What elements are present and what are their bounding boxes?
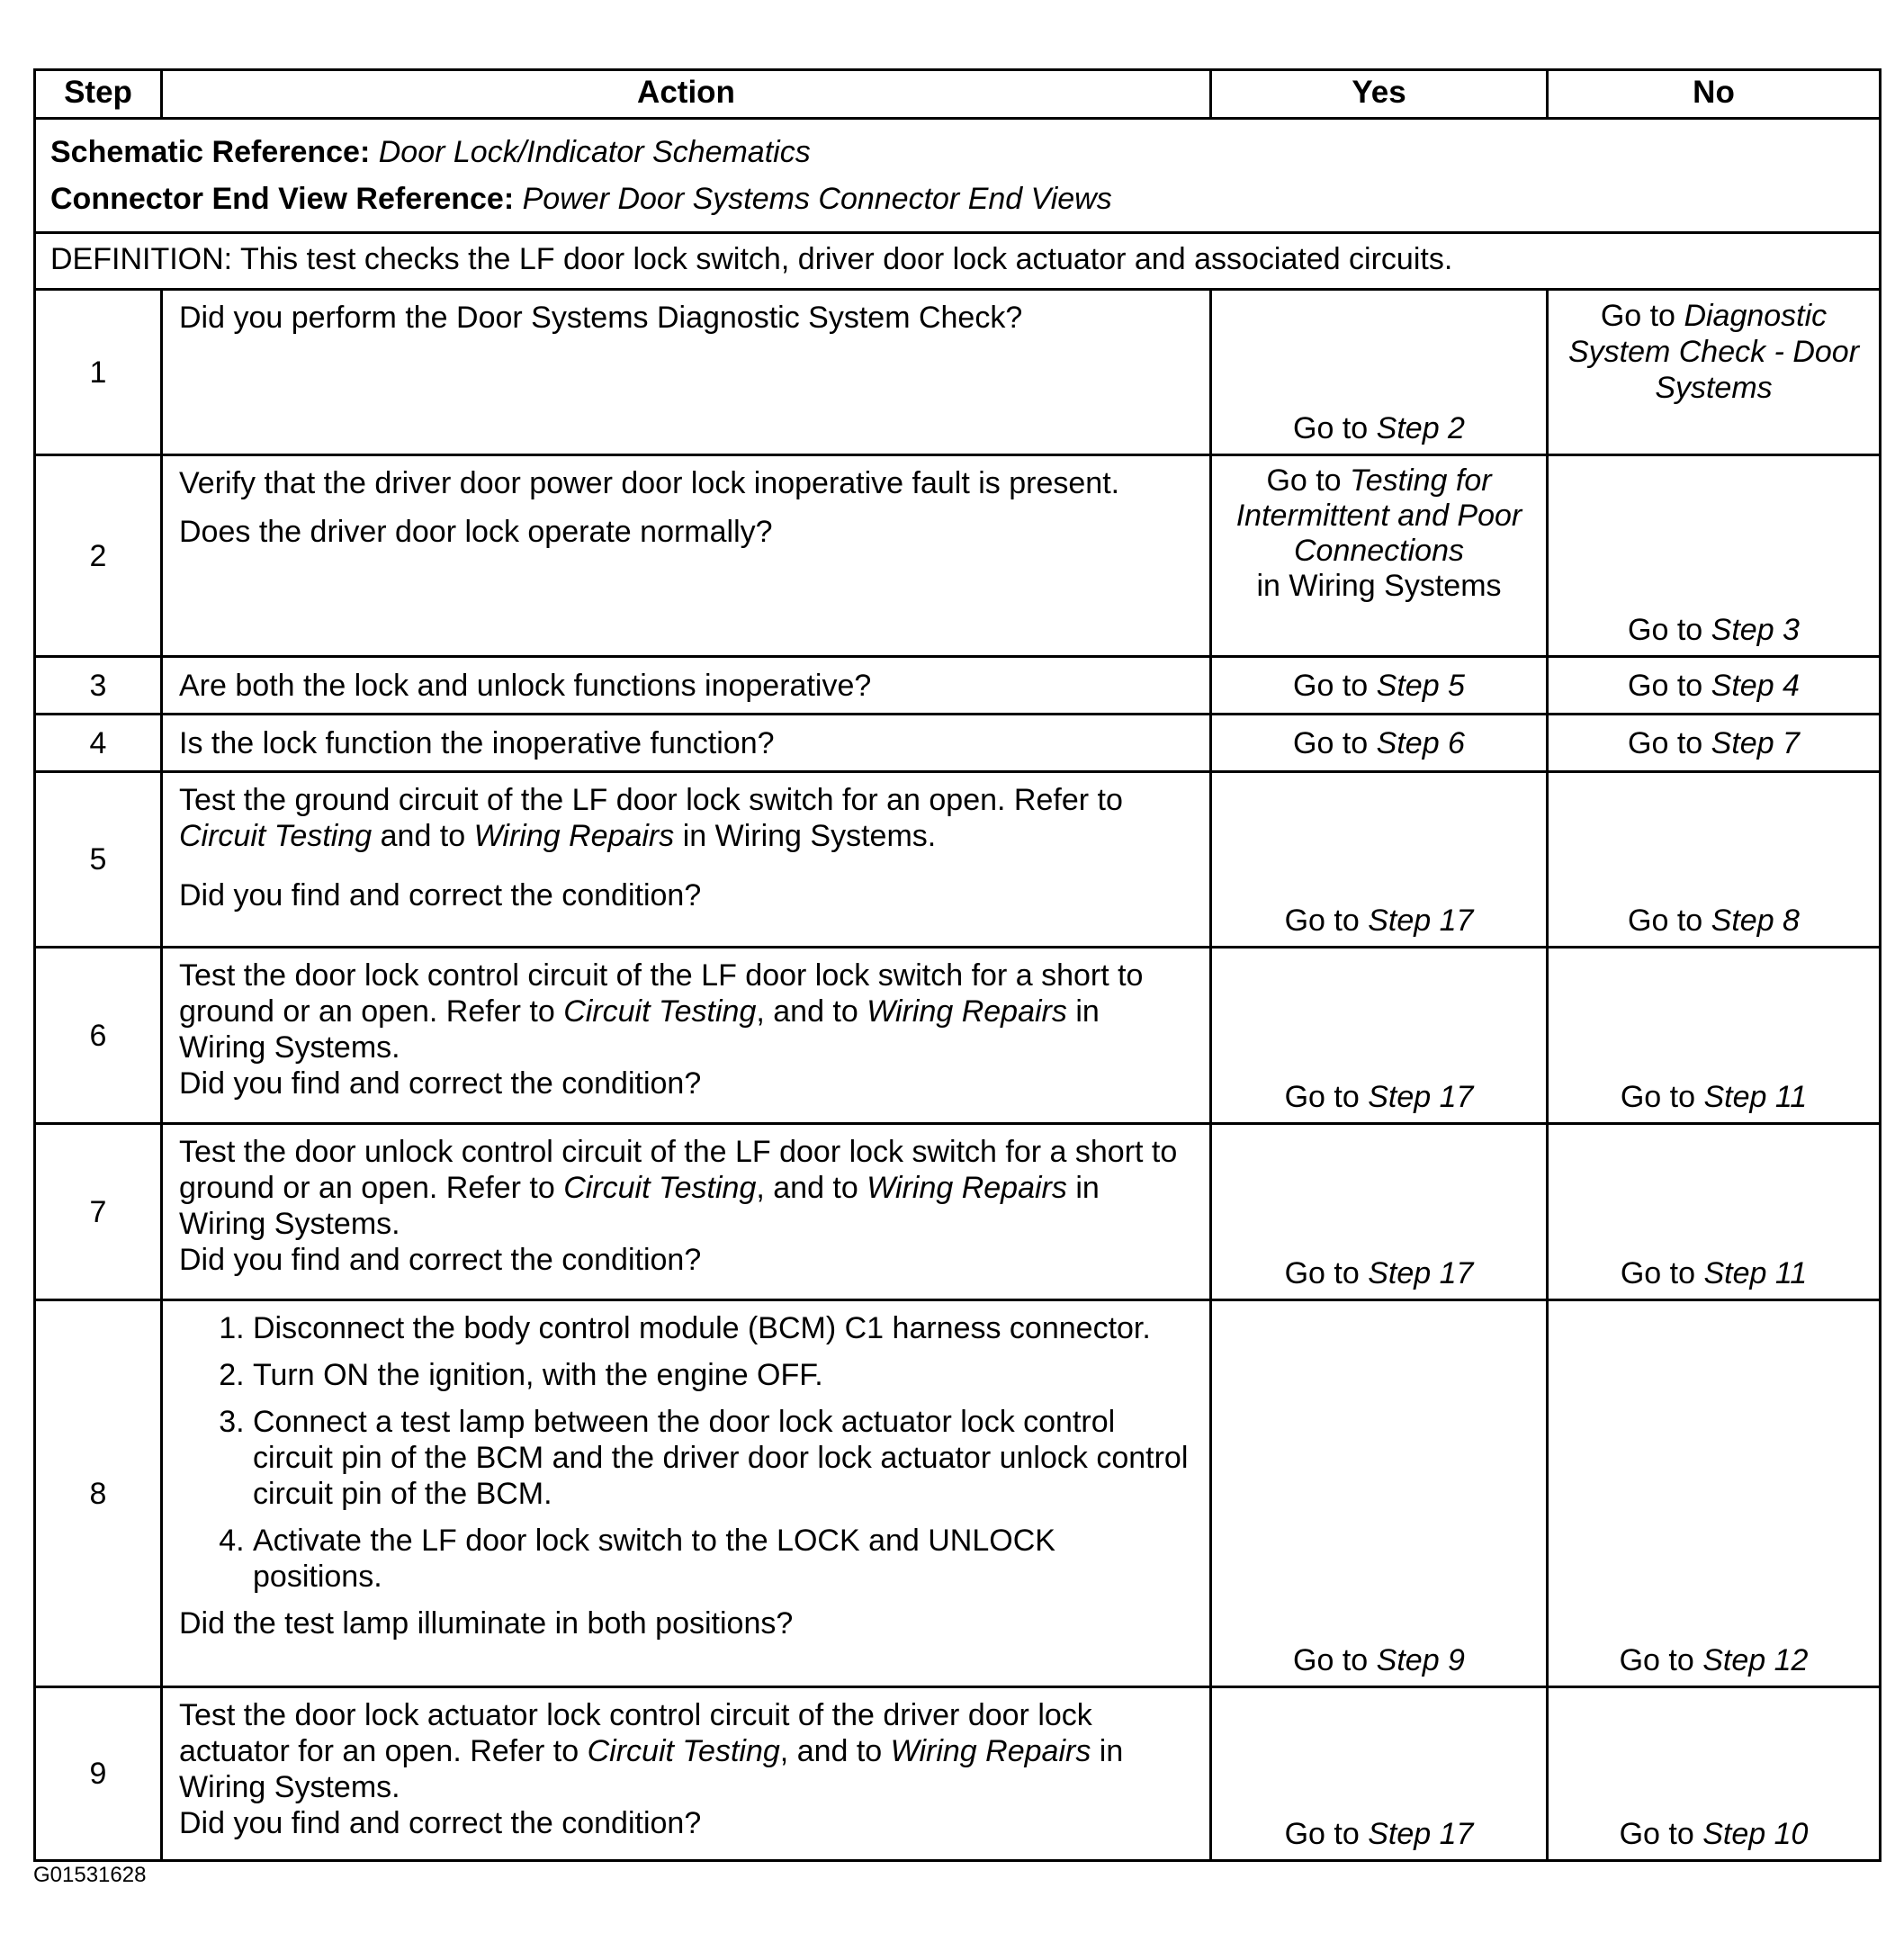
no-link[interactable]: Step 11	[1703, 1080, 1808, 1114]
step-question: Did you find and correct the condition?	[179, 878, 702, 913]
yes-link[interactable]: Step 17	[1368, 904, 1474, 938]
step-number: 1	[35, 290, 162, 455]
circuit-testing-link[interactable]: Circuit Testing	[563, 994, 757, 1029]
no-link[interactable]: Diagnostic System Check - Door Systems	[1567, 299, 1860, 405]
list-item: 4. Activate the LF door lock switch to the LOCK and UNLOCK positions.	[253, 1523, 1193, 1595]
step-question: Did you find and correct the condition?	[179, 1243, 702, 1277]
step-question: Did you find and correct the condition?	[179, 1066, 702, 1101]
no-link[interactable]: Step 4	[1711, 668, 1800, 703]
step-number: 9	[35, 1687, 162, 1861]
header-no: No	[1548, 70, 1881, 119]
table-row: 5 Test the ground circuit of the LF door lock switch for an open. Refer to Circuit Testing and to Wiring Repairs in Wiring Systems. Did you find and correct the condition? Go to Step 17 Go to Step 8	[35, 772, 1881, 948]
step-action: Test the ground circuit of the LF door lock switch for an open. Refer to Circuit Testing and to Wiring Repairs in Wiring Systems.	[179, 783, 1123, 853]
connector-link[interactable]: Power Door Systems Connector End Views	[522, 182, 1112, 216]
step-number: 5	[35, 772, 162, 948]
table-row: 8 1. Disconnect the body control module (BCM) C1 harness connector. 2. Turn ON the ignition, with the engine OFF. 3. Connect a test lamp between the door lock actuator lock control circuit pin of the BCM and the driver door lock actuator unlock control circuit pin of the BCM. 4. Activate the LF door lock switch to the LOCK and UNLOCK positions. Did the test lamp illuminate in both positions? Go to Step 9 Go to Step 12	[35, 1300, 1881, 1687]
yes-link[interactable]: Step 2	[1376, 411, 1465, 445]
step-question: Does the driver door lock operate normally?	[179, 515, 773, 549]
yes-link[interactable]: Step 17	[1368, 1817, 1474, 1851]
no-link[interactable]: Step 12	[1702, 1643, 1809, 1677]
step-number: 8	[35, 1300, 162, 1687]
no-link[interactable]: Step 3	[1711, 613, 1800, 647]
step-action: Test the door unlock control circuit of the LF door lock switch for a short to ground or an open. Refer to Circuit Testing, and to Wiring Repairs in Wiring Systems.	[179, 1135, 1178, 1241]
header-yes: Yes	[1211, 70, 1548, 119]
table-row: 1 Did you perform the Door Systems Diagnostic System Check? Go to Step 2 Go to Diagnostic System Check - Door Systems	[35, 290, 1881, 455]
step-question: Are both the lock and unlock functions inoperative?	[179, 668, 872, 703]
table-row: 7 Test the door unlock control circuit of the LF door lock switch for a short to ground or an open. Refer to Circuit Testing, and to Wiring Repairs in Wiring Systems. Did you find and correct the condition? Go to Step 17 Go to Step 11	[35, 1124, 1881, 1300]
wiring-repairs-link[interactable]: Wiring Repairs	[867, 994, 1067, 1029]
diagnostic-table	[33, 68, 1882, 1862]
no-link[interactable]: Step 10	[1702, 1817, 1809, 1851]
yes-link[interactable]: Step 17	[1368, 1256, 1474, 1290]
no-link[interactable]: Step 11	[1703, 1256, 1808, 1290]
step-number: 6	[35, 948, 162, 1124]
table-row: 4 Is the lock function the inoperative function? Go to Step 6 Go to Step 7	[35, 715, 1881, 772]
table-row: 2 Verify that the driver door power door lock inoperative fault is present. Does the driver door lock operate normally? Go to Testing for Intermittent and Poor Connections in Wiring Systems Go to Step 3	[35, 455, 1881, 657]
step-question: Did the test lamp illuminate in both positions?	[179, 1606, 794, 1641]
table-row: 3 Are both the lock and unlock functions inoperative? Go to Step 5 Go to Step 4	[35, 657, 1881, 715]
yes-link[interactable]: Step 6	[1376, 725, 1465, 760]
table-row: 9 Test the door lock actuator lock control circuit of the driver door lock actuator for an open. Refer to Circuit Testing, and to Wiring Repairs in Wiring Systems. Did you find and correct the condition? Go to Step 17 Go to Step 10	[35, 1687, 1881, 1861]
step-action: Verify that the driver door power door lock inoperative fault is present.	[179, 466, 1120, 500]
step-number: 4	[35, 715, 162, 772]
yes-link[interactable]: Testing for Intermittent and Poor Connections	[1235, 463, 1522, 568]
header-row	[35, 70, 1881, 119]
definition-text: DEFINITION: This test checks the LF door lock switch, driver door lock actuator and associated circuits.	[35, 233, 1881, 290]
reference-row	[35, 119, 1881, 233]
circuit-testing-link[interactable]: Circuit Testing	[179, 819, 373, 853]
step-number: 3	[35, 657, 162, 715]
connector-label: Connector End View Reference:	[50, 182, 515, 216]
step-question: Is the lock function the inoperative function?	[179, 725, 775, 760]
header-step: Step	[35, 70, 162, 119]
yes-link[interactable]: Step 17	[1368, 1080, 1474, 1114]
header-action: Action	[162, 70, 1211, 119]
list-item: 1. Disconnect the body control module (BCM) C1 harness connector.	[253, 1310, 1193, 1346]
definition-row	[35, 233, 1881, 290]
circuit-testing-link[interactable]: Circuit Testing	[587, 1734, 780, 1768]
list-item: 3. Connect a test lamp between the door lock actuator lock control circuit pin of the BCM and the driver door lock actuator unlock control circuit pin of the BCM.	[253, 1404, 1193, 1512]
step-number: 7	[35, 1124, 162, 1300]
table-row: 6 Test the door lock control circuit of the LF door lock switch for a short to ground or an open. Refer to Circuit Testing, and to Wiring Repairs in Wiring Systems. Did you find and correct the condition? Go to Step 17 Go to Step 11	[35, 948, 1881, 1124]
step-question: Did you find and correct the condition?	[179, 1806, 702, 1840]
schematic-label: Schematic Reference:	[50, 135, 371, 169]
no-link[interactable]: Step 7	[1711, 725, 1800, 760]
figure-id: G01531628	[33, 1863, 147, 1887]
yes-link[interactable]: Step 9	[1376, 1643, 1465, 1677]
step-number: 2	[35, 455, 162, 657]
yes-link[interactable]: Step 5	[1376, 668, 1465, 703]
wiring-repairs-link[interactable]: Wiring Repairs	[890, 1734, 1091, 1768]
step-action: Test the door lock actuator lock control circuit of the driver door lock actuator for an open. Refer to Circuit Testing, and to Wiring Repairs in Wiring Systems.	[179, 1698, 1124, 1804]
list-item: 2. Turn ON the ignition, with the engine OFF.	[253, 1357, 1193, 1393]
step-question: Did you perform the Door Systems Diagnostic System Check?	[179, 301, 1023, 335]
wiring-repairs-link[interactable]: Wiring Repairs	[473, 819, 675, 853]
schematic-link[interactable]: Door Lock/Indicator Schematics	[378, 135, 811, 169]
wiring-repairs-link[interactable]: Wiring Repairs	[867, 1171, 1067, 1205]
no-link[interactable]: Step 8	[1711, 904, 1800, 938]
step-action: Test the door lock control circuit of the LF door lock switch for a short to ground or an open. Refer to Circuit Testing, and to Wiring Repairs in Wiring Systems.	[179, 958, 1144, 1065]
circuit-testing-link[interactable]: Circuit Testing	[563, 1171, 757, 1205]
step-instructions	[179, 1310, 1193, 1595]
